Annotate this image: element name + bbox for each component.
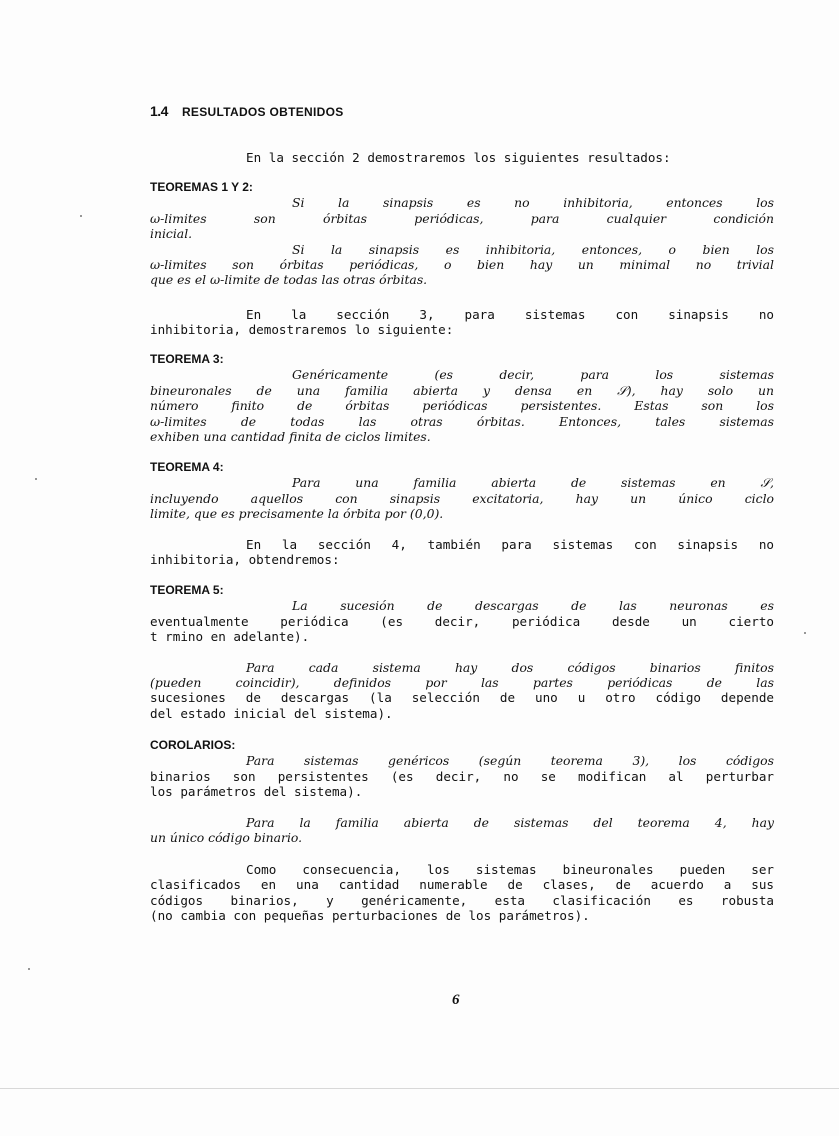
conclusion-line: Como consecuencia, los sistemas bineuronales pueden ser <box>246 862 774 877</box>
conclusion-line: (no cambia con pequeñas perturbaciones de los parámetros). <box>150 908 590 924</box>
theorem-3 <box>150 352 774 444</box>
conclusion-line: clasificados en una cantidad numerable de clases, de acuerdo a sus <box>150 877 774 893</box>
theorems-1-2 <box>150 180 774 288</box>
theorem-3-line: número finito de órbitas periódicas persistentes. Estas son los <box>150 398 774 414</box>
theorem-5-line: La sucesión de descargas de las neuronas es <box>292 598 774 614</box>
corollaries <box>150 738 774 845</box>
theorem-2-line: ω-limites son órbitas periódicas, o bien hay un minimal no trivial <box>150 257 774 273</box>
theorem-1-line: ω-limites son órbitas periódicas, para cualquier condición <box>150 210 774 226</box>
section-heading <box>150 103 344 119</box>
corollary-line: los parámetros del sistema). <box>150 784 363 800</box>
theorem-3-line: bineuronales de una familia abierta y densa en 𝒮), hay solo un <box>150 382 774 398</box>
theorem-3-line: ω-limites de todas las otras órbitas. Entonces, tales sistemas <box>150 413 774 429</box>
theorems-1-2-label: TEOREMAS 1 Y 2: <box>150 180 253 194</box>
scan-edge-line <box>0 1088 839 1089</box>
theorem-5-line: sucesiones de descargas (la selección de uno u otro código depende <box>150 690 774 706</box>
section-3-paragraph <box>150 307 774 338</box>
theorem-3-line: Genéricamente (es decir, para los sistemas <box>292 367 774 383</box>
conclusion-paragraph <box>150 862 774 924</box>
section-4-line: En la sección 4, también para sistemas con sinapsis no <box>246 537 774 552</box>
theorem-5 <box>150 583 774 721</box>
section-3-line: En la sección 3, para sistemas con sinapsis no <box>246 307 774 322</box>
theorem-1-line: inicial. <box>150 226 193 242</box>
spacer <box>150 645 774 660</box>
spacer <box>150 800 774 815</box>
corollary-line: Para la familia abierta de sistemas del teorema 4, hay <box>246 814 774 830</box>
corollary-line: un único código binario. <box>150 830 303 846</box>
section-title: RESULTADOS OBTENIDOS <box>181 105 344 119</box>
section-3-line: inhibitoria, demostraremos lo siguiente: <box>150 322 454 338</box>
theorem-5-line: eventualmente periódica (es decir, periódica desde un cierto <box>150 613 774 629</box>
theorem-2-line: que es el ω-limite de todas las otras órbitas. <box>150 272 428 288</box>
corollary-line: binarios son persistentes (es decir, no se modifican al perturbar <box>150 768 774 784</box>
theorem-5-line: del estado inicial del sistema). <box>150 705 393 721</box>
theorem-5-line: Para cada sistema hay dos códigos binarios finitos <box>246 659 774 675</box>
scan-speck <box>80 215 82 217</box>
page-number: 6 <box>452 992 460 1008</box>
theorem-4 <box>150 460 774 522</box>
section-4-line: inhibitoria, obtendremos: <box>150 552 340 568</box>
section-number: 1.4 <box>150 103 168 119</box>
theorem-4-line: Para una familia abierta de sistemas en 𝒮, <box>292 475 774 491</box>
theorem-5-line: t rmino en adelante). <box>150 629 310 645</box>
theorem-4-label: TEOREMA 4: <box>150 460 224 474</box>
intro-paragraph <box>150 150 774 165</box>
theorem-3-line: exhiben una cantidad finita de ciclos limites. <box>150 429 431 445</box>
theorem-2-line: Si la sinapsis es inhibitoria, entonces, o bien los <box>292 241 774 257</box>
scan-speck <box>804 632 806 634</box>
theorem-3-label: TEOREMA 3: <box>150 352 224 366</box>
scan-speck <box>35 478 37 480</box>
theorem-1-line: Si la sinapsis es no inhibitoria, entonces los <box>292 195 774 211</box>
theorem-4-line: limite, que es precisamente la órbita por (0,0). <box>150 506 444 522</box>
theorem-5-label: TEOREMA 5: <box>150 583 224 597</box>
theorem-4-line: incluyendo aquellos con sinapsis excitatoria, hay un único ciclo <box>150 490 774 506</box>
intro-line: En la sección 2 demostraremos los siguientes resultados: <box>246 150 671 165</box>
conclusion-line: códigos binarios, y genéricamente, esta clasificación es robusta <box>150 892 774 908</box>
theorem-5-line: (pueden coincidir), definidos por las partes periódicas de las <box>150 675 774 691</box>
corollary-line: Para sistemas genéricos (según teorema 3), los códigos <box>246 753 774 769</box>
corollaries-label: COROLARIOS: <box>150 738 236 752</box>
scan-speck <box>28 968 30 970</box>
section-4-paragraph <box>150 537 774 568</box>
